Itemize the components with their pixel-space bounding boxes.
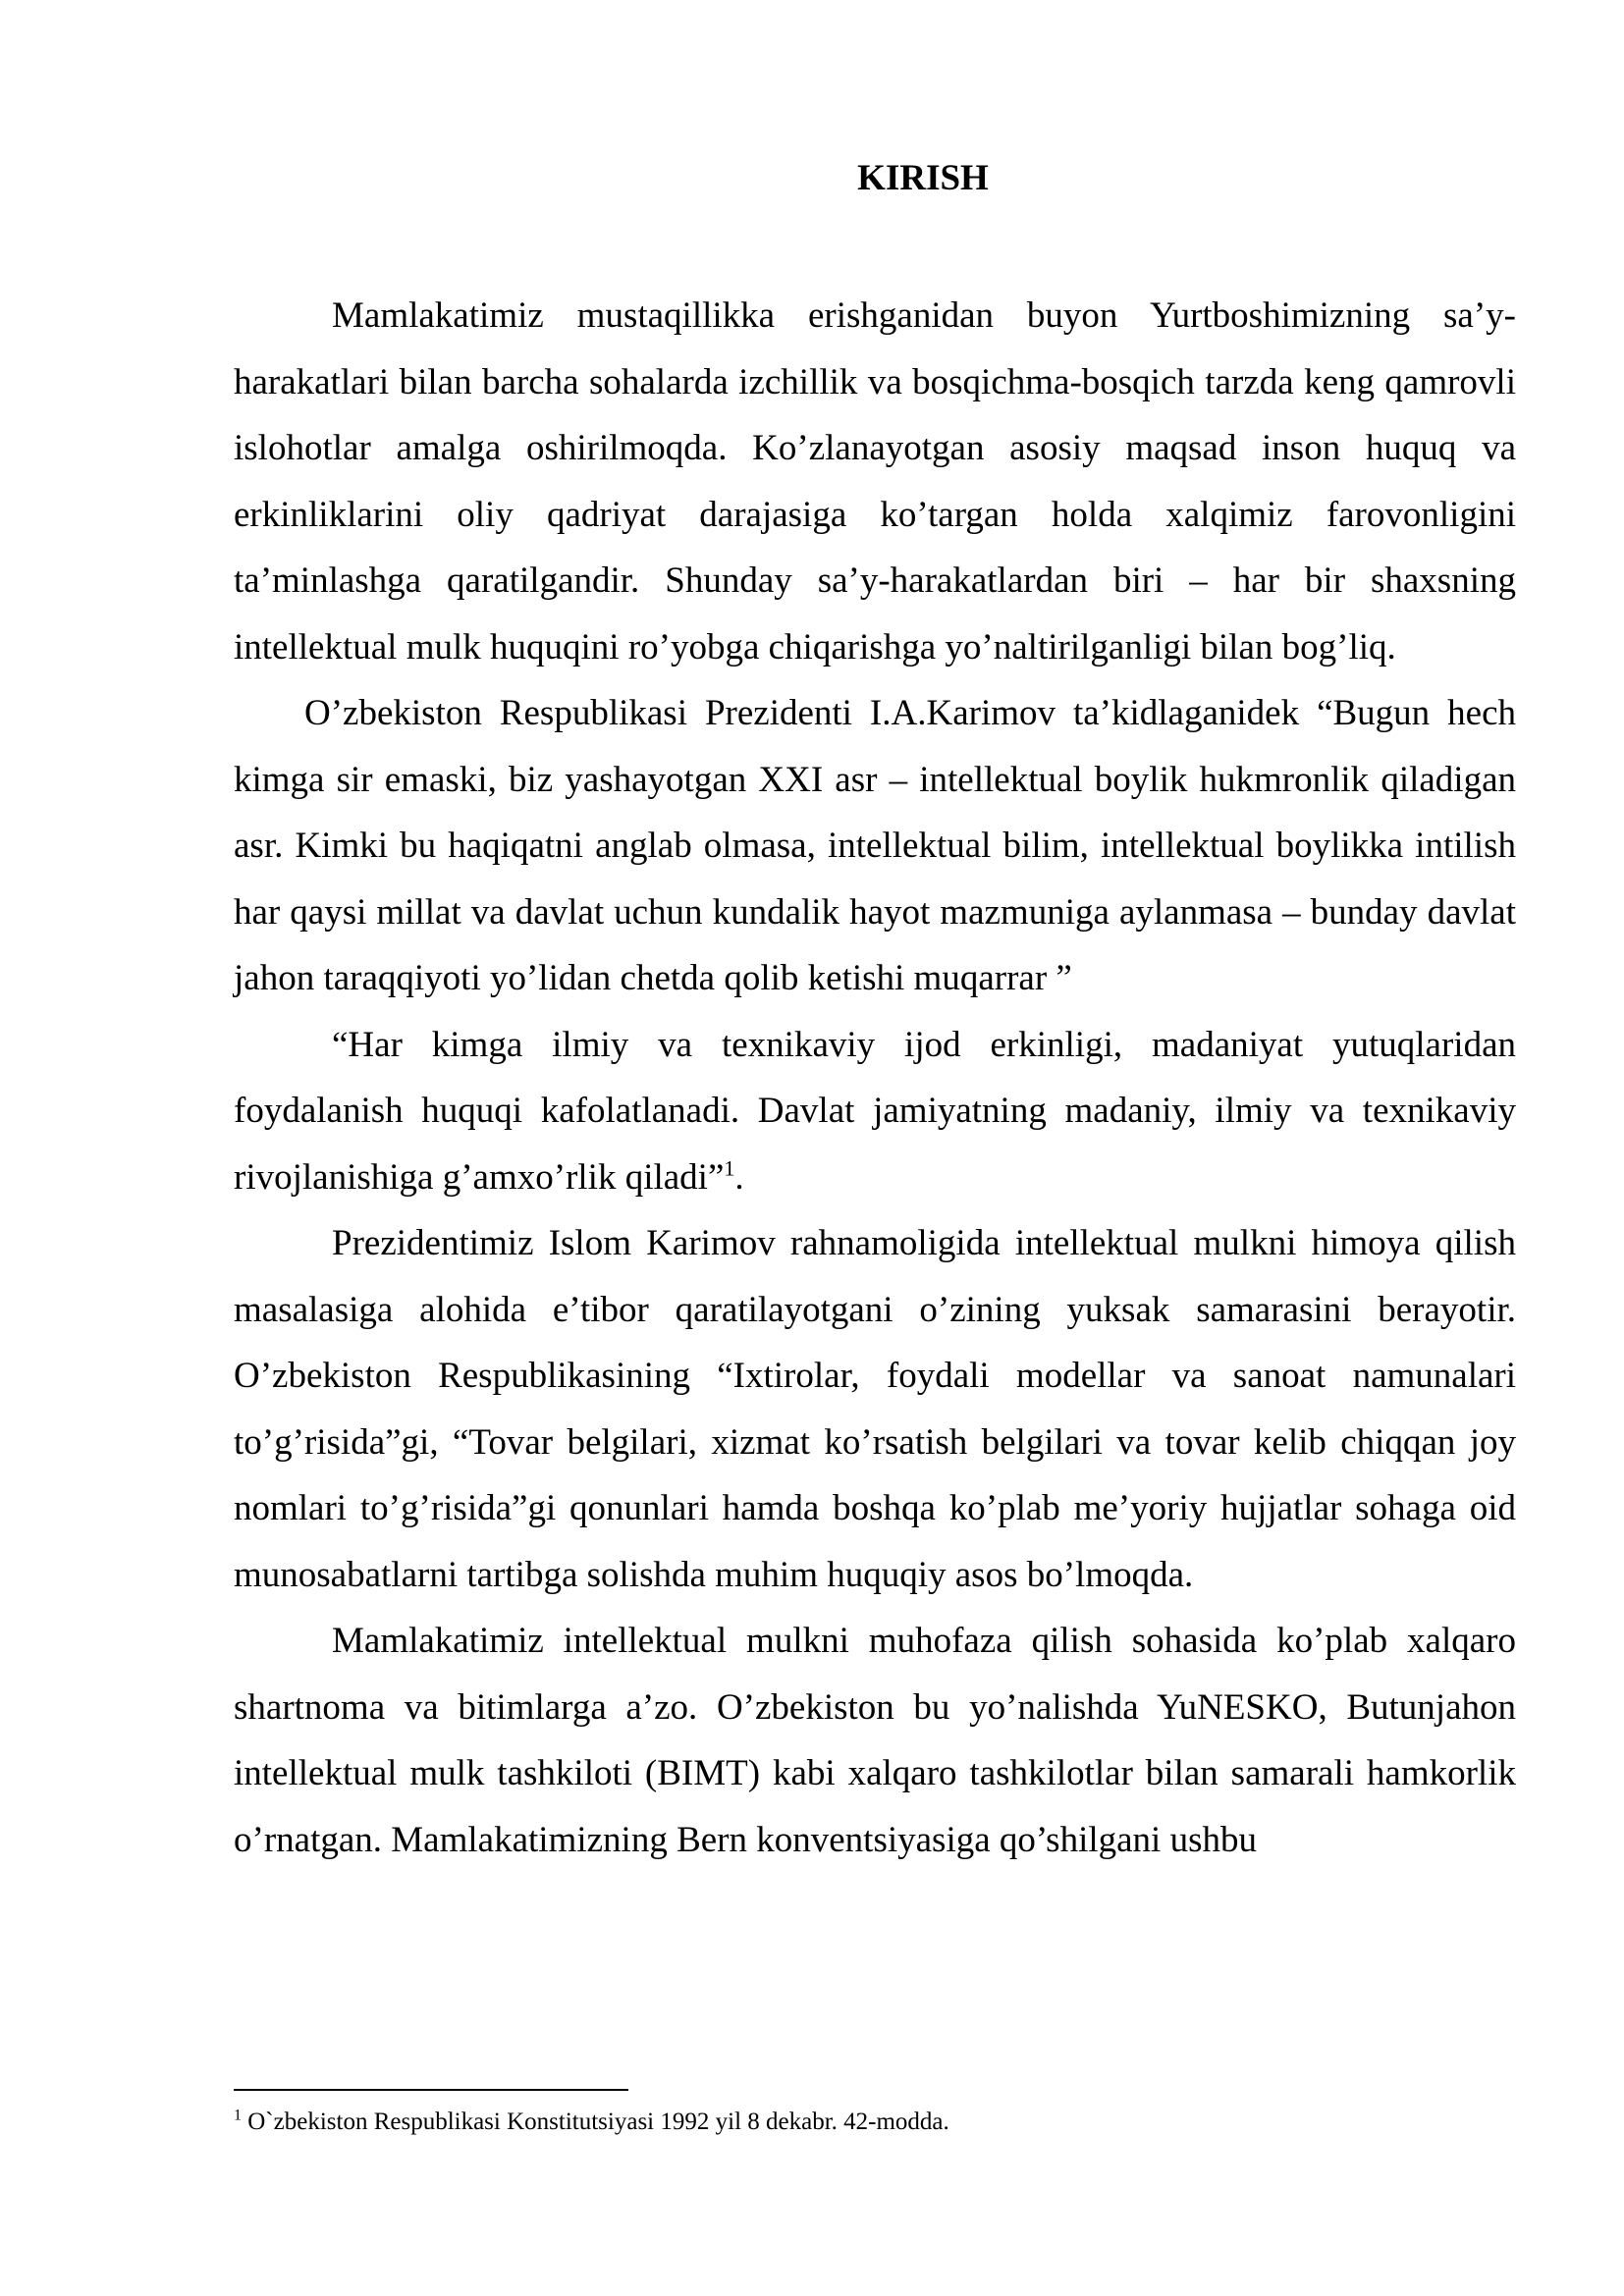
footnote [234,2106,1516,2139]
page-title: KIRISH [857,158,989,198]
paragraph-text: . [734,1156,744,1198]
footnote-mark: 1 [234,2107,242,2124]
paragraph-international [234,1608,1516,1873]
paragraph-intro [234,283,1516,680]
paragraph-text: Mamlakatimiz mustaqillikka erishganidan buyon Yurtboshimizning sa’y-harakatlari bilan barcha sohalarda izchillik va bosqichma-bosqich tarzda keng qamrovli islohotlar amalga oshirilmoqda. Ko’zlanayotgan asosiy maqsad inson huquq va erkinliklarini oliy qadriyat darajasiga ko’targan holda xalqimiz farovonligini ta’minlashga qaratilgandir. Shunday sa’y-harakatlardan biri – har bir shaxsning intellektual mulk huquqini ro’yobga chiqarishga yo’naltirilganligi bilan bog’liq. [234,295,1516,667]
footnote-divider [234,2089,628,2091]
paragraph-text: O’zbekiston Respublikasi Prezidenti I.A.Karimov ta’kidlaganidek “Bugun hech kimga sir emaski, biz yashayotgan XXI asr – intellektual boylik hukmronlik qiladigan asr. Kimki bu haqiqatni anglab olmasa, intellektual bilim, intellektual boylikka intilish har qaysi millat va davlat uchun kundalik hayot mazmuniga aylanmasa – bunday davlat jahon taraqqiyoti yo’lidan chetda qolib ketishi muqarrar ” [234,693,1516,998]
paragraph-constitution-quote [234,1012,1516,1211]
paragraph-text: Mamlakatimiz intellektual mulkni muhofaza qilish sohasida ko’plab xalqaro shartnoma va bitimlarga a’zo. O’zbekiston bu yo’nalishda YuNESKO, Butunjahon intellektual mulk tashkiloti (BIMT) kabi xalqaro tashkilotlar bilan samarali hamkorlik o’rnatgan. Mamlakatimizning Bern konventsiyasiga qo’shilgani ushbu [234,1621,1516,1860]
paragraph-laws [234,1210,1516,1608]
paragraph-text: Prezidentimiz Islom Karimov rahnamoligida intellektual mulkni himoya qilish masalasiga alohida e’tibor qaratilayotgani o’zining yuksak samarasini berayotir. O’zbekiston Respublikasining “Ixtirolar, foydali modellar va sanoat namunalari to’g’risida”gi, “Tovar belgilari, xizmat ko’rsatish belgilari va tovar kelib chiqqan joy nomlari to’g’risida”gi qonunlari hamda boshqa ko’plab me’yoriy hujjatlar sohaga oid munosabatlarni tartibga solishda muhim huquqiy asos bo’lmoqda. [234,1223,1516,1595]
footnote-text: O`zbekiston Respublikasi Konstitutsiyasi 1992 yil 8 dekabr. 42-modda. [242,2109,949,2135]
footnote-reference[interactable]: 1 [724,1155,735,1181]
paragraph-quote-president [234,680,1516,1012]
paragraph-text: “Har kimga ilmiy va texnikaviy ijod erkinligi, madaniyat yutuqlaridan foydalanish huquqi kafolatlanadi. Davlat jamiyatning madaniy, ilmiy va texnikaviy rivojlanishiga g’amxo’rlik qiladi” [234,1024,1516,1198]
body-text [234,283,1516,1873]
